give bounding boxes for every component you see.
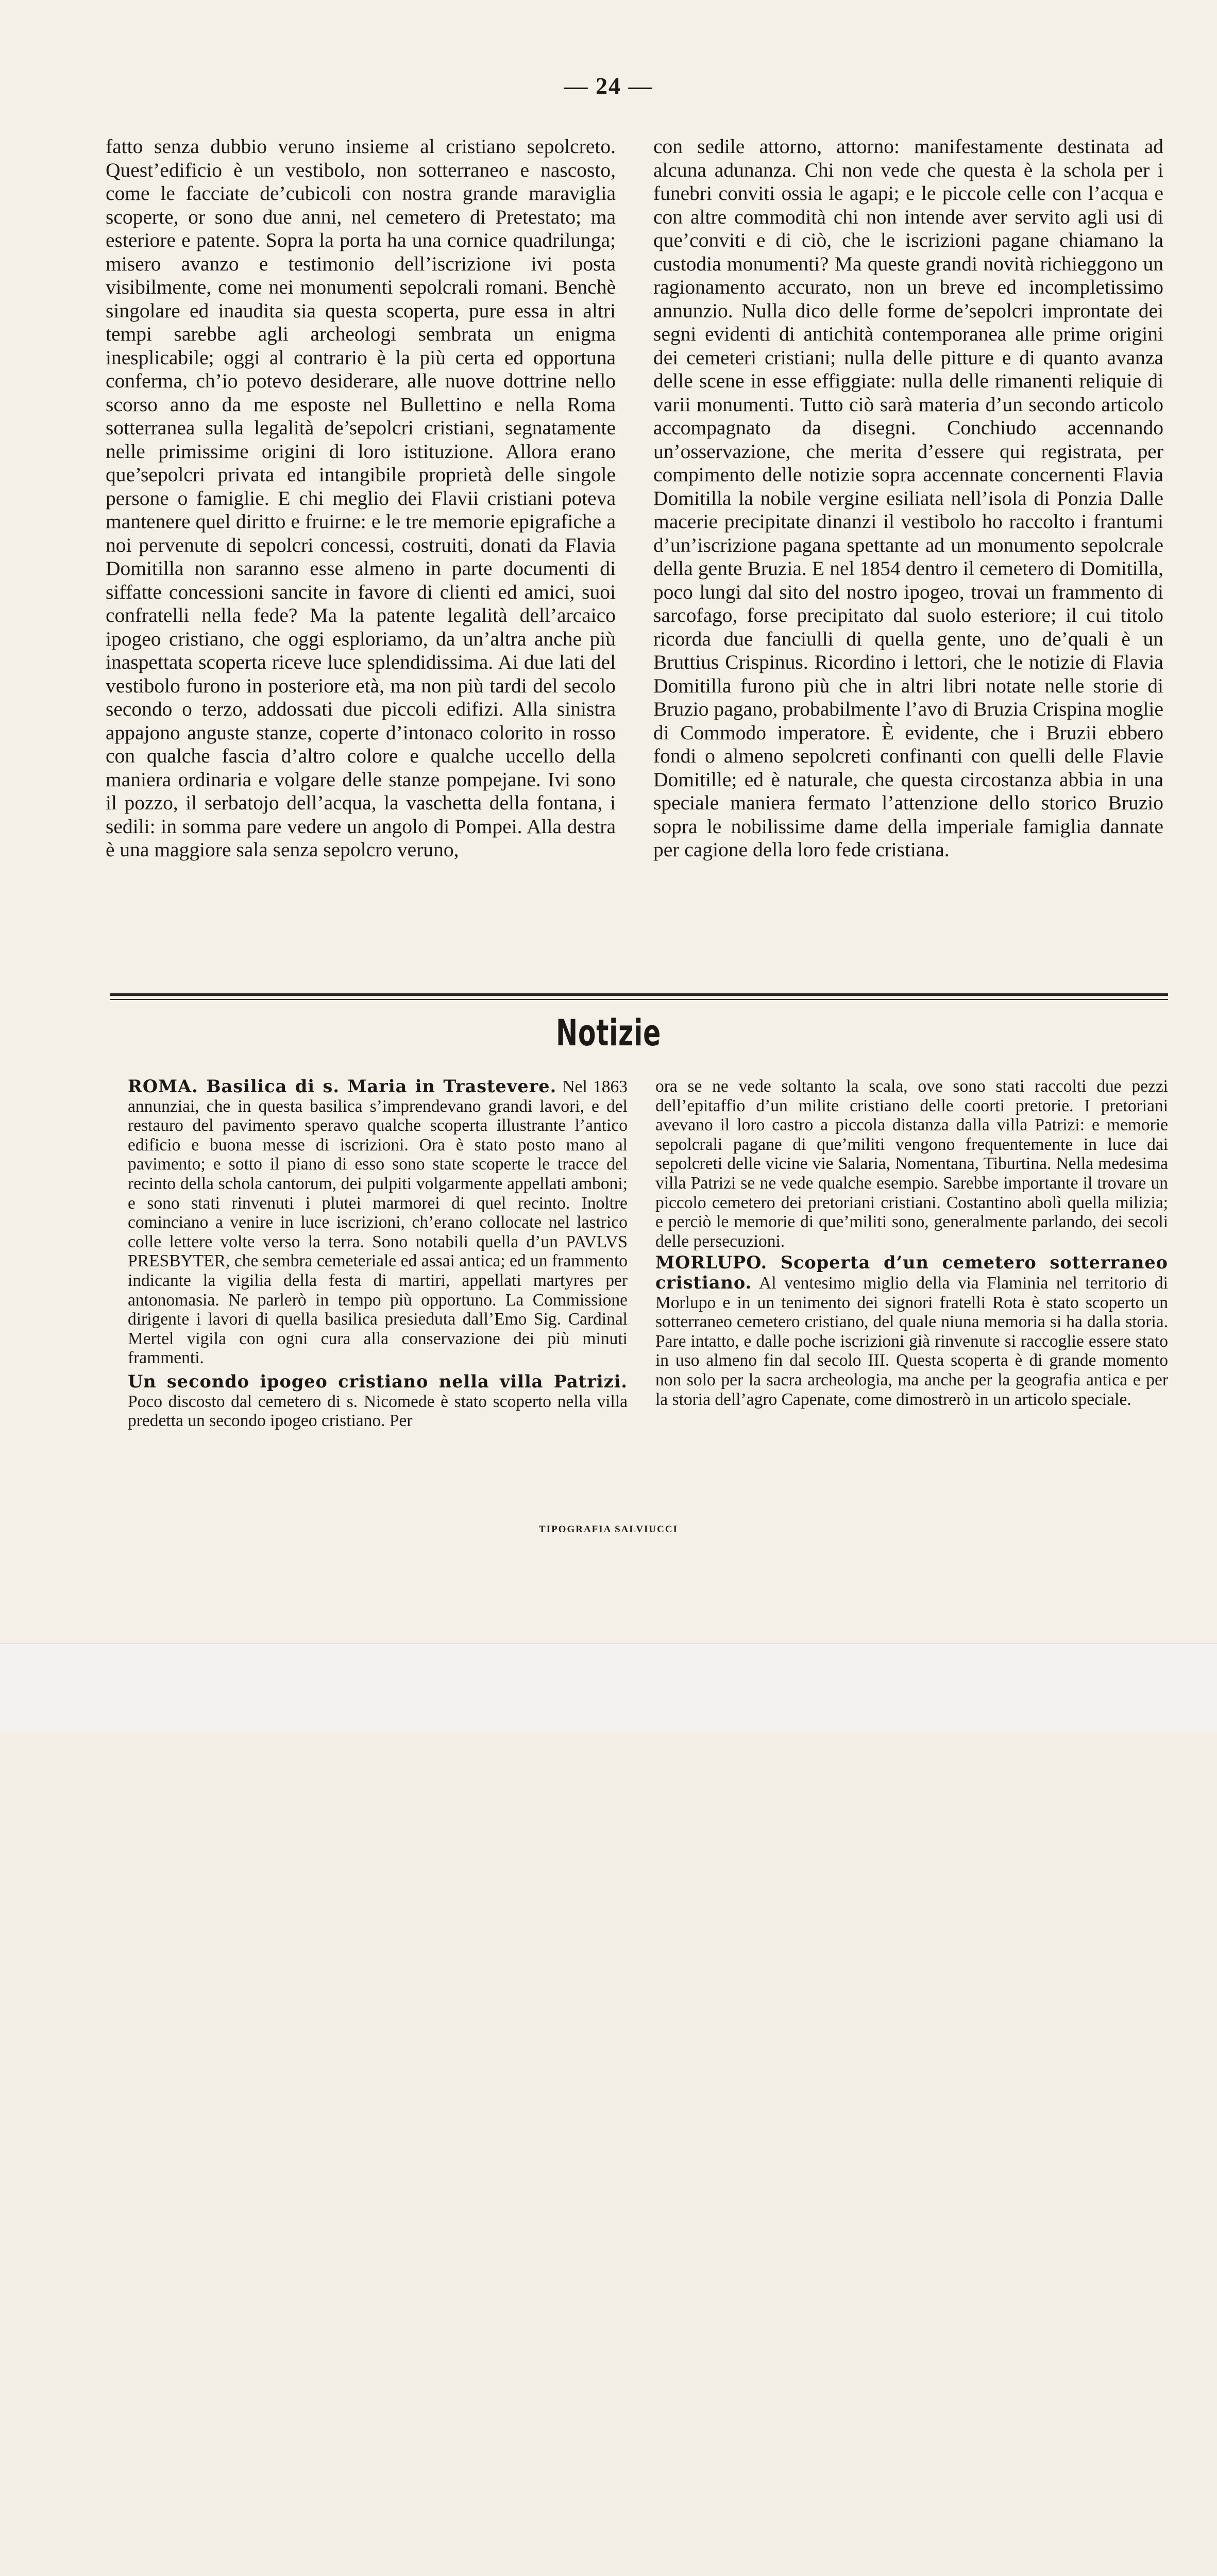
notice-roma [128,1077,628,1368]
notizie-left-column [128,1077,628,1431]
notice-villa-patrizi-text: Poco discosto dal cemetero di s. Nicomede è stato scoperto nella villa predetta un secondo ipogeo cristiano. Per [128,1392,628,1431]
notizie-right-column [655,1077,1168,1409]
printer-imprint: TIPOGRAFIA SALVIUCCI [539,1524,678,1535]
notice-roma-text: Nel 1863 annunziai, che in questa basilica s’imprendevano grandi lavori, e del restauro del pavimento speravo qualche scoperta illustrante l’antico edificio e buona messe di iscrizioni. Ora è stato posto mano al pavimento; e sotto il piano di esso sono state scoperte le tracce del recinto della schola cantorum, dei pulpiti volgarmente appellati amboni; e sono stati rinvenuti i plutei marmorei di quel recinto. Inoltre cominciano a venire in luce iscrizioni, ch’erano collocate nel lastrico colle lettere volte verso la terra. Sono notabili quella d’un PAVLVS PRESBYTER, che sembra cemeteriale ed assai antica; ed un frammento indicante la vigilia della festa di martiri, appellati martyres per antonomasia. Ne parlerò in tempo più opportuno. La Commissione dirigente i lavori di quella basilica presieduta dall’Emo Sig. Cardinal Mertel vigila con ogni cura alla conservazione dei più minuti frammenti. [128,1077,628,1368]
article-right-text: con sedile attorno, attorno: manifestamente destinata ad alcuna adunanza. Chi non vede che questa è la schola per i funebri conviti ossia le agapi; e le piccole celle con l’acqua e con altre commodità chi non intende aver servito agli usi di que’conviti e di ciò, che le iscrizioni pagane chiamano la custodia monumenti? Ma queste grandi novità richieggono un ragionamento accurato, non un breve ed incompletissimo annunzio. Nulla dico delle forme de’sepolcri improntate dei segni evidenti di antichità contemporanea alle prime origini dei cemeteri cristiani; nulla delle pitture e di quanto avanza delle scene in esse effiggiate: nulla delle rimanenti reliquie di varii monumenti. Tutto ciò sarà materia d’un secondo articolo accompagnato da disegni. Conchiudo accennando un’osservazione, che merita d’essere qui registrata, per compimento delle notizie sopra accennate concernenti Flavia Domitilla la nobile vergine esiliata nell’isola di Ponzia Dalle macerie precipitate dinanzi il vestibolo ho raccolto i frantumi d’un’iscrizione pagana spettante ad un monumento sepolcrale della gente Bruzia. E nel 1854 dentro il cemetero di Domitilla, poco lungi dal sito del nostro ipogeo, trovai un frammento di sarcofago, forse precipitato dal suolo esteriore; il cui titolo ricorda due fanciulli di quella gente, uno de’quali è un Bruttius Crispinus. Ricordino i lettori, che le notizie di Flavia Domitilla furono più che in altri libri notate nelle storie di Bruzio pagano, probabilmente l’avo di Bruzia Crispina moglie di Commodo imperatore. È evidente, che i Bruzii ebbero fondi o almeno sepolcreti confinanti con quelli delle Flavie Domitille; ed è naturale, che questa circostanza abbia in una speciale maniera fermato l’attenzione dello storico Bruzio sopra le nobilissime dame della imperiale famiglia dannate per cagione della loro fede cristiana. [653,135,1163,861]
section-divider-thin [110,999,1168,1000]
notizie-heading: Notizie [555,1012,662,1054]
section-divider [110,993,1168,996]
notice-villa-patrizi-heading: Un secondo ipogeo cristiano nella villa Patrizi. [128,1371,628,1392]
notice-villa-patrizi [128,1372,628,1431]
digitization-footer [0,1643,1217,1731]
page-number: — 24 — [564,73,653,99]
notice-roma-heading: ROMA. Basilica di s. Maria in Trastevere. [128,1076,557,1096]
article-left-column [106,135,616,862]
notice-villa-patrizi-continued: ora se ne vede soltanto la scala, ove sono stati raccolti due pezzi dell’epitaffio d’un milite cristiano delle coorti pretorie. I pretoriani avevano il loro castro a piccola distanza dalla villa Patrizi: e memorie sepolcrali pagane di que’militi vengono frequentemente in luce dai sepolcreti delle vicine vie Salaria, Nomentana, Tiburtina. Nella medesima villa Patrizi se ne vede qualche esempio. Sarebbe importante il trovare un piccolo cemetero dei pretoriani cristiani. Costantino abolì quella milizia; e perciò le memorie di que’militi sono, generalmente parlando, dei secoli delle persecuzioni. [655,1077,1168,1251]
notice-morlupo-heading: MORLUPO. Scoperta d’un cemetero sotterraneo cristiano. [655,1252,1168,1293]
notice-morlupo-text: Al ventesimo miglio della via Flaminia nel territorio di Morlupo e in un tenimento dei signori fratelli Rota è stato scoperto un sotterraneo cemetero cristiano, del quale niuna memoria si ha dalla storia. Pare intatto, e dalle poche iscrizioni già rinvenute si raccoglie essere stato in uso almeno fin dal secolo III. Questa scoperta è di grande momento non solo per la sacra archeologia, ma anche per la geografia antica e per la storia dell’agro Capenate, come dimostrerò in un articolo speciale. [655,1273,1168,1409]
article-right-column [653,135,1163,862]
notice-morlupo [655,1253,1168,1409]
article-left-text: fatto senza dubbio veruno insieme al cristiano sepolcreto. Quest’edificio è un vestibolo, non sotterraneo e nascosto, come le facciate de’cubicoli con nostra grande maraviglia scoperte, or sono due anni, nel cemetero di Pretestato; ma esteriore e patente. Sopra la porta ha una cornice quadrilunga; misero avanzo e testimonio dell’iscrizione ivi posta visibilmente, come nei monumenti sepolcrali romani. Benchè singolare ed inaudita sia questa scoperta, pure essa in altri tempi sarebbe agli archeologi sembrata un enigma inesplicabile; oggi al contrario è la più certa ed opportuna conferma, ch’io potevo desiderare, alle nuove dottrine nello scorso anno da me esposte nel Bullettino e nella Roma sotterranea sulla legalità de’sepolcri cristiani, segnatamente nelle primissime origini di loro istituzione. Allora erano que’sepolcri privata ed intangibile proprietà delle singole persone o famiglie. E chi meglio dei Flavii cristiani poteva mantenere quel diritto e fruirne: e le tre memorie epigrafiche a noi pervenute di sepolcri concessi, costruiti, donati da Flavia Domitilla non saranno esse almeno in parte documenti di siffatte concessioni sancite in favore di clienti ed amici, suoi confratelli nella fede? Ma la patente legalità dell’arcaico ipogeo cristiano, che oggi esploriamo, da un’altra anche più inaspettata scoperta riceve luce splendidissima. Ai due lati del vestibolo furono in posteriore età, ma non più tardi del secolo secondo o terzo, addossati due piccoli edifizi. Alla sinistra appajono anguste stanze, coperte d’intonaco colorito in rosso con qualche fascia d’altro colore e qualche uccello della maniera ordinaria e volgare delle stanze pompejane. Ivi sono il pozzo, il serbatojo dell’acqua, la vaschetta della fontana, i sedili: in somma pare vedere un angolo di Pompei. Alla destra è una maggiore sala senza sepolcro veruno, [106,135,616,861]
